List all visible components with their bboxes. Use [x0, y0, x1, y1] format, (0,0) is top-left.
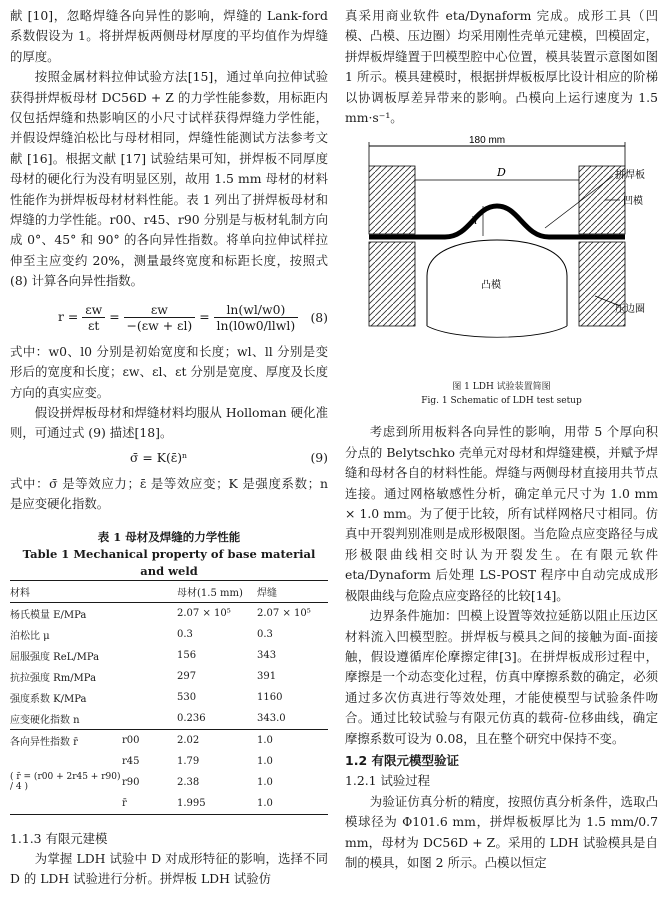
table-1-caption-cn: 表 1 母材及焊缝的力学性能	[97, 529, 241, 544]
table-row: 屈服强度 ReL/MPa 156 343	[10, 649, 277, 663]
table-row: 应变硬化指数 n 0.236 343.0	[10, 708, 328, 730]
eq8-number: (8)	[310, 309, 328, 325]
aniso-formula: ( r̄ = (r00 + 2r45 + r90) / 4 )	[10, 772, 121, 793]
paragraph-experiment: 为验证仿真分析的精度，按照仿真分析条件，选取凸模球径为 Φ101.6 mm，拼焊板板厚比为 1.5 mm/0.7 mm，母材为 DC56D + Z。采用的 LDH 试验模具是自制的模具，如图 2 所示。凸模以恒定	[345, 793, 658, 870]
paragraph-where-9: 式中：σ̄ 是等效应力；ε̄ 是等效应变；K 是强度系数；n 是应变硬化指数。	[10, 475, 328, 512]
paragraph-where-8: 式中：w0、l0 分别是初始宽度和长度；wl、ll 分别是变形后的宽度和长度；εw、εl、εt 分别是宽度、厚度及长度方向的真实应变。	[10, 343, 328, 400]
table-1	[10, 580, 328, 815]
paragraph-shell-elements: 考虑到所用板料各向异性的影响，用带 5 个厚向积分点的 Belytschko 壳单元对母材和焊缝建模，并赋予焊缝和母材各自的材料性能。焊缝与两侧母材直接用共节点连接。通过网格敏感性分析，确定单元尺寸为 1.0 mm × 1.0 mm。为了便于比较，所有试样网格尺寸相同。仿真中开裂判别准则是成形极限图。当危险点应变路径与成形极限曲线相交时认为开裂发生。在有限元软件 eta/Dynaform 后处理 LS-POST 程序中自动完成成形极限曲线与危险点应变路径的比较[14]。	[345, 424, 658, 603]
right-column	[345, 0, 658, 873]
table-row: 杨氏模量 E/MPa 2.07 × 10⁵ 2.07 × 10⁵	[10, 607, 311, 621]
table-1-caption-en: Table 1 Mechanical property of base material and weld	[22, 546, 316, 578]
blank-holder-left	[369, 242, 415, 326]
eq9-body: σ̄ = K(ε̄)ⁿ	[130, 449, 188, 465]
table-row: r̄ 1.995 1.0	[122, 797, 273, 809]
table-header: 焊缝	[257, 587, 277, 599]
paragraph-holloman: 假设拼焊板母材和焊缝材料均服从 Holloman 硬化准则，可通过式 (9) 描述[18]。	[10, 404, 328, 441]
figure-1	[345, 136, 658, 406]
section-heading-1-2-1: 1.2.1 试验过程	[345, 773, 431, 789]
table-row: 抗拉强度 Rm/MPa 297 391	[10, 670, 277, 684]
paragraph-boundary: 边界条件施加：凹模上设置等效拉延筋以阻止压边区材料流入凹模型腔。拼焊板与模具之间的接触为面-面接触，假设遵循库伦摩擦定律[3]。在拼焊板成形过程中，摩擦是一个动态变化过程，仿真中摩擦系数的确定，必须通过多次仿真进行等效处理，才能使模型与试验条件吻合。通过比较试验与有限元仿真的载荷-位移曲线，确定摩擦系数可设为 0.08，且在整个研究中保持不变。	[345, 608, 658, 746]
table-row: r45 1.79 1.0	[122, 755, 273, 767]
eq9-number: (9)	[310, 449, 328, 465]
table-1-block	[10, 529, 328, 815]
eq8-r: r =	[58, 308, 79, 324]
dim-label-h: h	[471, 216, 478, 228]
section-heading-1-2: 1.2 有限元模型验证	[345, 752, 459, 768]
dim-label-D: D	[497, 166, 506, 180]
eq8-frac3: $\frac{\ln(wl/w0)}{\text{ln(l0w0/llwl)}}$	[214, 302, 299, 333]
figure-1-caption-en: Fig. 1 Schematic of LDH test setup	[421, 396, 582, 407]
die-left	[369, 166, 415, 234]
section-heading-1-1-3: 1.1.3 有限元建模	[10, 830, 108, 846]
eq8-frac2: $\frac{\varepsilon w}{-(\varepsilon w + \varepsilon l)}$	[124, 302, 196, 333]
table-header: 母材(1.5 mm)	[177, 587, 243, 599]
left-column	[10, 0, 328, 890]
paragraph-anisotropy-assumption: 献 [10]，忽略焊缝各向异性的影响，焊缝的 Lank-ford 系数假设为 1。将拼焊板两侧母材厚度的平均值作为焊缝的厚度。	[10, 8, 328, 64]
label-punch: 凸模	[481, 280, 501, 292]
dim-label-180: 180 mm	[469, 136, 506, 147]
table-row: 强度系数 K/MPa 530 1160	[10, 691, 283, 705]
equation-8: r = $\frac{\varepsilon w}{\varepsilon t}$ = $\frac{\varepsilon w}{-(\varepsilon w + \varepsilon l)}$ = $\frac{\ln(wl/w0)}{\text{ln(l0w0/llwl)}}$ (8)	[58, 301, 328, 333]
aniso-label: 各向异性指数 r̄	[10, 736, 78, 748]
equation-9	[10, 444, 328, 474]
table-row: ( r̄ = (r00 + 2r45 + r90) / 4 ) r90 2.38 1.0	[10, 772, 273, 793]
label-blank-holder: 压边圈	[615, 304, 645, 316]
label-blank: 拼焊板	[615, 170, 645, 182]
table-row: 各向异性指数 r̄ r00 2.02 1.0	[10, 729, 328, 751]
label-die: 凹模	[623, 196, 643, 208]
table-header	[122, 580, 177, 602]
table-header: 材料	[10, 587, 30, 599]
table-row: 泊松比 μ 0.3 0.3	[10, 628, 273, 642]
figure-1-caption-cn: 图 1 LDH 试验装置简图	[452, 382, 551, 393]
paragraph-tools: 真采用商业软件 eta/Dynaform 完成。成形工具（凹模、凸模、压边圈）均采用刚性壳单元建模，凹模固定，拼焊板焊缝置于凹模型腔中心位置，模具装置示意图如图 1 所示。模具建模时，根据拼焊板板厚比设计相应的阶梯以协调板厚差异带来的影响。凸模向上运行速度为 1.5 mm·s⁻¹。	[345, 8, 658, 126]
paragraph-fe-modeling: 为掌握 LDH 试验中 D 对成形特征的影响，选择不同 D 的 LDH 试验进行分析。拼焊板 LDH 试验仿	[10, 850, 328, 887]
ldh-setup-diagram	[345, 136, 658, 376]
eq8-frac1: $\frac{\varepsilon w}{\varepsilon t}$	[82, 302, 105, 333]
paragraph-tensile-test: 按照金属材料拉伸试验方法[15]，通过单向拉伸试验获得拼焊板母材 DC56D + Z 的力学性能参数，用标距内仅包括焊缝和热影响区的小尺寸试样获得焊缝力学性能，并假设焊缝泊松比与母材相同，焊缝性能测试方法参考文献 [16]。根据文献 [17] 试验结果可知，拼焊板不同厚度母材的硬化行为没有明显区别，故用 1.5 mm 母材的材料性能作为拼焊板母材材料性能。表 1 列出了拼焊板母材和焊缝的力学性能。r00、r45、r90 分别是与板材轧制方向成 0°、45° 和 90° 的各向异性指数。将单向拉伸试样拉伸至主应变约 20%，测量最终宽度和标距长度，按照式 (8) 计算各向异性指数。	[10, 69, 328, 289]
